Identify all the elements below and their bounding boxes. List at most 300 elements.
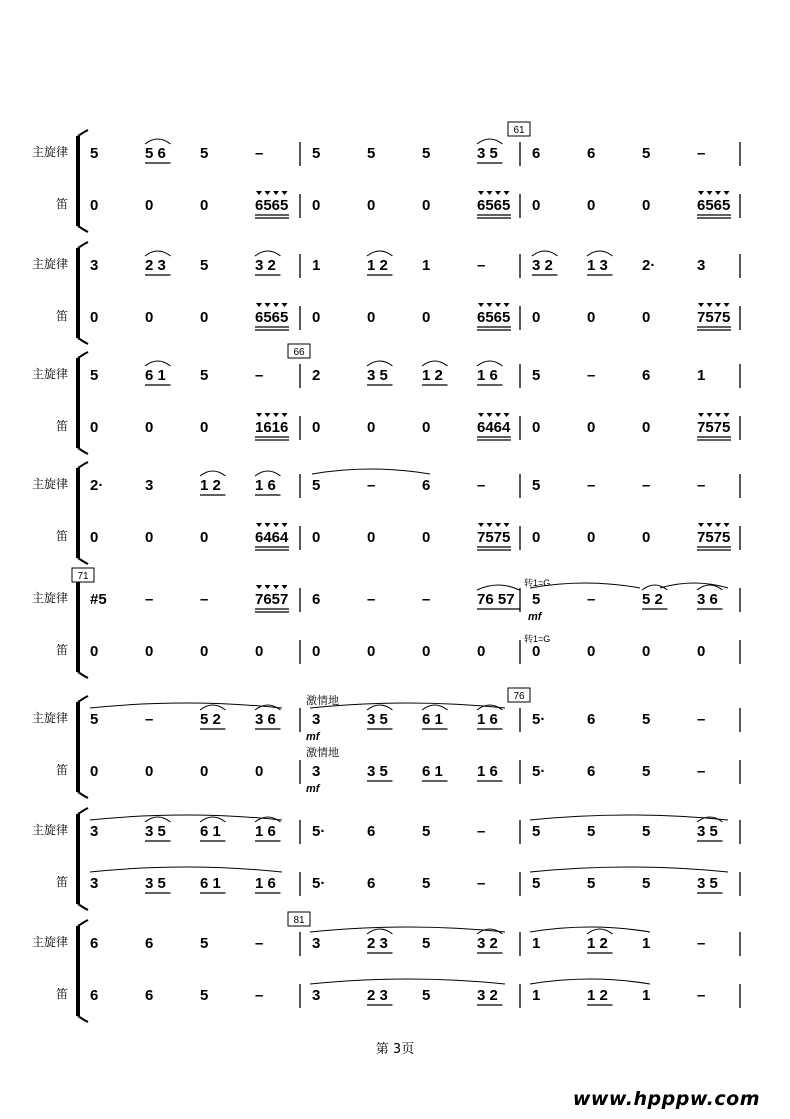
melody-note: 3	[312, 711, 321, 728]
phrase-slur	[530, 867, 728, 872]
part-label-flute: 笛	[55, 763, 68, 777]
part-label-flute: 笛	[55, 643, 68, 657]
melody-note: 1 6	[255, 823, 276, 840]
part-label-flute: 笛	[55, 419, 68, 433]
dynamic-marking: mf	[528, 611, 542, 623]
flute-note: 2 3	[367, 987, 388, 1004]
slur	[367, 705, 393, 710]
melody-note: 3 5	[145, 823, 166, 840]
accent-mark	[256, 191, 262, 195]
flute-note: 3	[312, 763, 321, 780]
flute-note: 0	[422, 529, 431, 546]
melody-note: 6 1	[200, 823, 221, 840]
flute-note: 6565	[477, 197, 511, 214]
melody-note: 5	[200, 367, 209, 384]
slur	[200, 817, 226, 822]
key-change-label: 转1=G	[524, 634, 551, 644]
melody-note: 3 5	[367, 711, 388, 728]
accent-mark	[715, 303, 721, 307]
flute-note: 1 6	[255, 875, 276, 892]
part-label-melody: 主旋律	[31, 145, 68, 159]
slur	[422, 361, 448, 366]
flute-note: 6 1	[200, 875, 221, 892]
slur	[477, 139, 503, 144]
part-label-melody: 主旋律	[31, 711, 68, 725]
system-bracket	[76, 468, 80, 558]
melody-note: 6	[90, 935, 99, 952]
melody-note: 2 3	[367, 935, 388, 952]
key-change-label: 转1=G	[524, 578, 551, 588]
accent-mark	[698, 191, 704, 195]
flute-note: 0	[367, 197, 376, 214]
flute-note: 6565	[477, 309, 511, 326]
accent-mark	[715, 191, 721, 195]
system-bracket	[76, 582, 80, 672]
accent-mark	[265, 585, 271, 589]
melody-note: 6 1	[145, 367, 166, 384]
flute-note: 6565	[255, 309, 289, 326]
rehearsal-number: 66	[293, 347, 305, 358]
part-label-melody: 主旋律	[31, 367, 68, 381]
phrase-slur	[310, 703, 505, 708]
flute-note: 0	[642, 419, 651, 436]
accent-mark	[504, 413, 510, 417]
phrase-slur	[530, 979, 650, 984]
bracket-hook-top	[78, 462, 88, 468]
bracket-hook-top	[78, 920, 88, 926]
accent-mark	[698, 303, 704, 307]
melody-note: 5	[532, 591, 541, 608]
flute-note: 0	[367, 419, 376, 436]
melody-note: –	[587, 591, 596, 608]
accent-mark	[265, 303, 271, 307]
melody-note: –	[422, 591, 431, 608]
flute-note: 0	[255, 643, 264, 660]
flute-note: 0	[200, 763, 209, 780]
melody-note: 5	[532, 367, 541, 384]
flute-note: 0	[312, 419, 321, 436]
melody-note: 5	[200, 145, 209, 162]
bracket-hook-top	[78, 242, 88, 248]
melody-note: –	[697, 477, 706, 494]
melody-note: 5	[532, 823, 541, 840]
melody-note: 3 5	[477, 145, 498, 162]
melody-note: –	[255, 145, 264, 162]
bracket-hook-bottom	[78, 226, 88, 232]
melody-note: 1	[697, 367, 706, 384]
flute-note: 0	[90, 309, 99, 326]
melody-note: –	[477, 477, 486, 494]
slur	[587, 929, 613, 934]
melody-note: 1	[422, 257, 431, 274]
slur	[367, 251, 393, 256]
melody-note: 6	[422, 477, 431, 494]
melody-note: –	[477, 823, 486, 840]
flute-note: 3 2	[477, 987, 498, 1004]
flute-note: 0	[532, 309, 541, 326]
melody-note: 2 3	[145, 257, 166, 274]
flute-note: –	[697, 763, 706, 780]
melody-note: –	[587, 477, 596, 494]
bracket-hook-bottom	[78, 338, 88, 344]
accent-mark	[504, 191, 510, 195]
accent-mark	[273, 191, 279, 195]
melody-note: 2	[312, 367, 321, 384]
accent-mark	[487, 303, 493, 307]
flute-note: 5·	[532, 763, 546, 780]
bracket-hook-bottom	[78, 558, 88, 564]
flute-note: 0	[642, 643, 651, 660]
slur	[145, 817, 171, 822]
flute-note: 3	[312, 987, 321, 1004]
accent-mark	[707, 413, 713, 417]
melody-note: –	[200, 591, 209, 608]
phrase-slur	[90, 815, 282, 820]
flute-note: 1 6	[477, 763, 498, 780]
slur	[532, 251, 558, 256]
phrase-slur	[310, 927, 505, 932]
melody-note: –	[367, 477, 376, 494]
melody-note: 6	[587, 711, 596, 728]
accent-mark	[698, 413, 704, 417]
accent-mark	[282, 191, 288, 195]
accent-mark	[504, 303, 510, 307]
melody-note: 5	[642, 823, 651, 840]
melody-note: 7657	[255, 591, 289, 608]
part-label-melody: 主旋律	[31, 591, 68, 605]
slur	[255, 471, 281, 476]
flute-note: 1616	[255, 419, 289, 436]
melody-note: 5	[532, 477, 541, 494]
melody-note: 5	[90, 145, 99, 162]
page-number: 第 3页	[375, 1042, 415, 1057]
accent-mark	[724, 413, 730, 417]
melody-note: 3 5	[697, 823, 718, 840]
flute-note: 7575	[697, 309, 731, 326]
melody-note: –	[642, 477, 651, 494]
system-bracket	[76, 358, 80, 448]
part-label-flute: 笛	[55, 529, 68, 543]
flute-note: 0	[145, 419, 154, 436]
melody-note: 5 2	[642, 591, 663, 608]
melody-note: 1 6	[477, 711, 498, 728]
flute-note: 0	[312, 643, 321, 660]
accent-mark	[273, 585, 279, 589]
flute-note: 0	[145, 529, 154, 546]
flute-note: 0	[422, 197, 431, 214]
system-bracket	[76, 926, 80, 1016]
melody-note: 5	[90, 711, 99, 728]
melody-note: 5	[312, 145, 321, 162]
phrase-slur	[310, 979, 505, 984]
bracket-hook-bottom	[78, 904, 88, 910]
melody-note: 3 5	[367, 367, 388, 384]
melody-note: –	[697, 935, 706, 952]
melody-note: 3	[90, 823, 99, 840]
melody-note: 5	[642, 145, 651, 162]
accent-mark	[495, 523, 501, 527]
accent-mark	[478, 191, 484, 195]
melody-note: 6	[587, 145, 596, 162]
expression-label: 激情地	[306, 695, 339, 707]
accent-mark	[724, 303, 730, 307]
melody-note: –	[587, 367, 596, 384]
flute-note: 6 1	[422, 763, 443, 780]
bracket-hook-top	[78, 352, 88, 358]
accent-mark	[495, 303, 501, 307]
flute-note: 5	[200, 987, 209, 1004]
accent-mark	[478, 523, 484, 527]
bracket-hook-bottom	[78, 448, 88, 454]
accent-mark	[495, 413, 501, 417]
bracket-hook-bottom	[78, 1016, 88, 1022]
accent-mark	[265, 191, 271, 195]
flute-note: 0	[587, 419, 596, 436]
accent-mark	[487, 413, 493, 417]
accent-mark	[256, 523, 262, 527]
accent-mark	[478, 413, 484, 417]
flute-note: 0	[90, 529, 99, 546]
system-bracket	[76, 702, 80, 792]
melody-note: 6 1	[422, 711, 443, 728]
accent-mark	[282, 413, 288, 417]
flute-note: 1 2	[587, 987, 608, 1004]
flute-note: 6	[587, 763, 596, 780]
part-label-melody: 主旋律	[31, 935, 68, 949]
melody-note: 6	[532, 145, 541, 162]
flute-note: 0	[587, 309, 596, 326]
flute-note: 3 5	[367, 763, 388, 780]
bracket-hook-top	[78, 696, 88, 702]
accent-mark	[273, 413, 279, 417]
accent-mark	[487, 191, 493, 195]
flute-note: 0	[367, 309, 376, 326]
flute-note: 0	[477, 643, 486, 660]
accent-mark	[707, 191, 713, 195]
flute-note: 0	[422, 419, 431, 436]
melody-note: #5	[90, 591, 107, 608]
melody-note: 3 2	[532, 257, 553, 274]
flute-note: 5	[422, 875, 431, 892]
flute-note: –	[255, 987, 264, 1004]
melody-note: 1	[312, 257, 321, 274]
flute-note: 0	[422, 643, 431, 660]
melody-note: 1	[532, 935, 541, 952]
melody-note: 3 2	[255, 257, 276, 274]
melody-note: –	[255, 367, 264, 384]
melody-note: 5·	[532, 711, 546, 728]
flute-note: 0	[587, 197, 596, 214]
slur	[422, 705, 448, 710]
slur	[367, 361, 393, 366]
system-bracket	[76, 136, 80, 226]
slur	[255, 251, 281, 256]
flute-note: 0	[200, 643, 209, 660]
phrase-slur	[312, 469, 430, 474]
accent-mark	[273, 523, 279, 527]
flute-note: 0	[145, 197, 154, 214]
slur	[477, 361, 503, 366]
accent-mark	[282, 585, 288, 589]
flute-note: 0	[200, 309, 209, 326]
accent-mark	[273, 303, 279, 307]
flute-note: 0	[200, 529, 209, 546]
flute-note: 0	[145, 643, 154, 660]
phrase-slur	[90, 867, 282, 872]
flute-note: 0	[697, 643, 706, 660]
melody-note: 5	[587, 823, 596, 840]
melody-note: 6	[145, 935, 154, 952]
flute-note: 5	[422, 987, 431, 1004]
flute-note: 0	[367, 643, 376, 660]
melody-note: 3 2	[477, 935, 498, 952]
part-label-flute: 笛	[55, 875, 68, 889]
flute-note: 0	[312, 309, 321, 326]
flute-note: 3	[90, 875, 99, 892]
melody-note: 6	[642, 367, 651, 384]
flute-note: 1	[642, 987, 651, 1004]
flute-note: 0	[90, 763, 99, 780]
melody-note: –	[697, 711, 706, 728]
slur	[145, 139, 171, 144]
flute-note: 0	[642, 529, 651, 546]
accent-mark	[495, 191, 501, 195]
flute-note: 6565	[255, 197, 289, 214]
flute-note: 0	[90, 643, 99, 660]
flute-note: 0	[200, 419, 209, 436]
flute-note: 0	[367, 529, 376, 546]
melody-note: 3	[145, 477, 154, 494]
slur	[367, 929, 393, 934]
flute-note: 0	[90, 197, 99, 214]
flute-note: 0	[90, 419, 99, 436]
melody-note: 5	[367, 145, 376, 162]
melody-note: –	[145, 711, 154, 728]
dynamic-marking: mf	[306, 783, 320, 795]
accent-mark	[715, 413, 721, 417]
melody-note: 5 2	[200, 711, 221, 728]
melody-note: 1 2	[367, 257, 388, 274]
melody-note: –	[145, 591, 154, 608]
melody-note: 3	[697, 257, 706, 274]
melody-note: 1 2	[200, 477, 221, 494]
accent-mark	[265, 523, 271, 527]
melody-note: 5	[200, 935, 209, 952]
flute-note: 0	[312, 197, 321, 214]
slur	[642, 585, 668, 590]
melody-note: 1 6	[477, 367, 498, 384]
accent-mark	[256, 303, 262, 307]
flute-note: 3 5	[697, 875, 718, 892]
flute-note: 0	[145, 763, 154, 780]
part-label-flute: 笛	[55, 987, 68, 1001]
rehearsal-number: 71	[77, 571, 89, 582]
flute-note: 0	[255, 763, 264, 780]
bracket-hook-top	[78, 130, 88, 136]
flute-note: 0	[312, 529, 321, 546]
melody-note: 6	[312, 591, 321, 608]
flute-note: 6565	[697, 197, 731, 214]
melody-note: 76 57	[477, 591, 515, 608]
accent-mark	[698, 523, 704, 527]
melody-note: 5 6	[145, 145, 166, 162]
melody-note: 5·	[312, 823, 326, 840]
melody-note: 2·	[90, 477, 104, 494]
melody-note: 5	[642, 711, 651, 728]
melody-note: 1 2	[587, 935, 608, 952]
melody-note: 5	[312, 477, 321, 494]
slur	[587, 251, 613, 256]
flute-note: 5	[587, 875, 596, 892]
melody-note: 3 6	[255, 711, 276, 728]
expression-label: 激情地	[306, 747, 339, 759]
flute-note: 7575	[697, 529, 731, 546]
flute-note: 6464	[477, 419, 511, 436]
part-label-melody: 主旋律	[31, 257, 68, 271]
flute-note: 0	[422, 309, 431, 326]
flute-note: 6	[367, 875, 376, 892]
flute-note: –	[697, 987, 706, 1004]
accent-mark	[715, 523, 721, 527]
melody-note: 1 3	[587, 257, 608, 274]
rehearsal-number: 61	[513, 125, 525, 136]
slur	[145, 361, 171, 366]
watermark-url: www.hpppw.com	[572, 1088, 760, 1110]
slur	[477, 585, 520, 590]
accent-mark	[724, 191, 730, 195]
flute-note: 0	[200, 197, 209, 214]
bracket-hook-bottom	[78, 792, 88, 798]
rehearsal-number: 76	[513, 691, 525, 702]
flute-note: –	[477, 875, 486, 892]
flute-note: 0	[532, 643, 541, 660]
slur	[145, 251, 171, 256]
bracket-hook-bottom	[78, 672, 88, 678]
system-bracket	[76, 248, 80, 338]
flute-note: 0	[532, 419, 541, 436]
melody-note: 1 2	[422, 367, 443, 384]
accent-mark	[282, 303, 288, 307]
melody-note: 3 6	[697, 591, 718, 608]
melody-note: 3	[312, 935, 321, 952]
flute-note: 6	[145, 987, 154, 1004]
accent-mark	[487, 523, 493, 527]
melody-note: 6	[367, 823, 376, 840]
flute-note: 3 5	[145, 875, 166, 892]
melody-note: 5	[200, 257, 209, 274]
melody-note: 5	[422, 935, 431, 952]
flute-note: 5	[532, 875, 541, 892]
flute-note: 0	[642, 197, 651, 214]
melody-note: 1 6	[255, 477, 276, 494]
phrase-slur	[530, 815, 728, 820]
accent-mark	[707, 303, 713, 307]
accent-mark	[478, 303, 484, 307]
flute-note: 0	[145, 309, 154, 326]
accent-mark	[707, 523, 713, 527]
flute-note: 5·	[312, 875, 326, 892]
flute-note: 6	[90, 987, 99, 1004]
flute-note: 0	[587, 643, 596, 660]
melody-note: –	[367, 591, 376, 608]
melody-note: 1	[642, 935, 651, 952]
flute-note: 0	[532, 529, 541, 546]
phrase-slur	[90, 703, 282, 708]
melody-note: 3	[90, 257, 99, 274]
flute-note: 5	[642, 763, 651, 780]
melody-note: –	[477, 257, 486, 274]
flute-note: 1	[532, 987, 541, 1004]
